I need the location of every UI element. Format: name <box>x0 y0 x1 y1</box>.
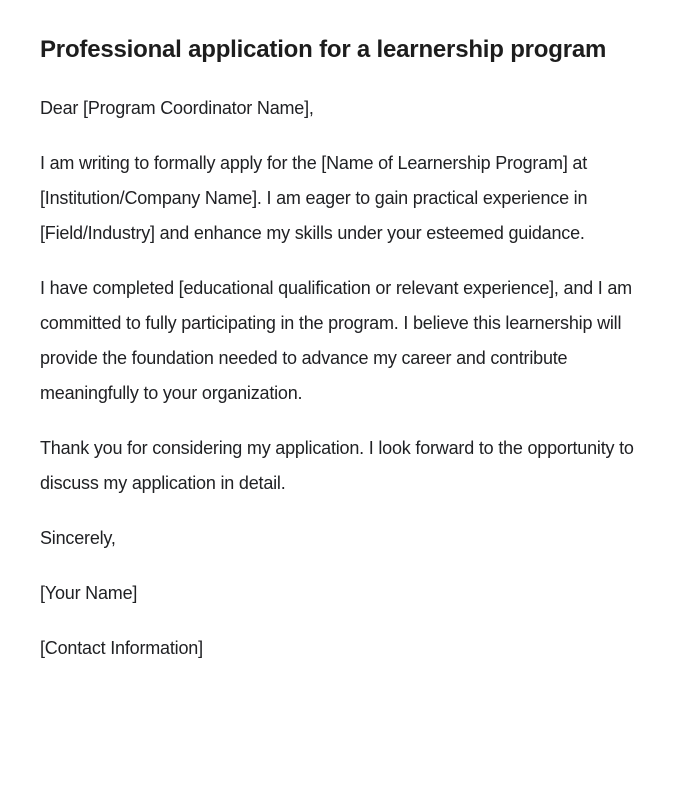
closing-line: Sincerely, <box>40 528 116 548</box>
page-title: Professional application for a learnership program <box>40 36 607 63</box>
body-paragraph-1: I am writing to formally apply for the [Name of Learnership Program] at [Institution/Company Name]. I am eager to gain practical experience in [Field/Industry] and enhance my skills under your esteemed guidance. <box>40 153 588 243</box>
body-paragraph-3: Thank you for considering my application. I look forward to the opportunity to discuss my application in detail. <box>40 438 634 493</box>
salutation-line: Dear [Program Coordinator Name], <box>40 98 314 118</box>
contact-information-placeholder: [Contact Information] <box>40 638 203 658</box>
signature-name-placeholder: [Your Name] <box>40 583 138 603</box>
body-paragraph-2: I have completed [educational qualification or relevant experience], and I am committed to fully participating in the program. I believe this learnership will provide the foundation needed to advance my career and contribute meaningfully to your organization. <box>40 278 632 403</box>
